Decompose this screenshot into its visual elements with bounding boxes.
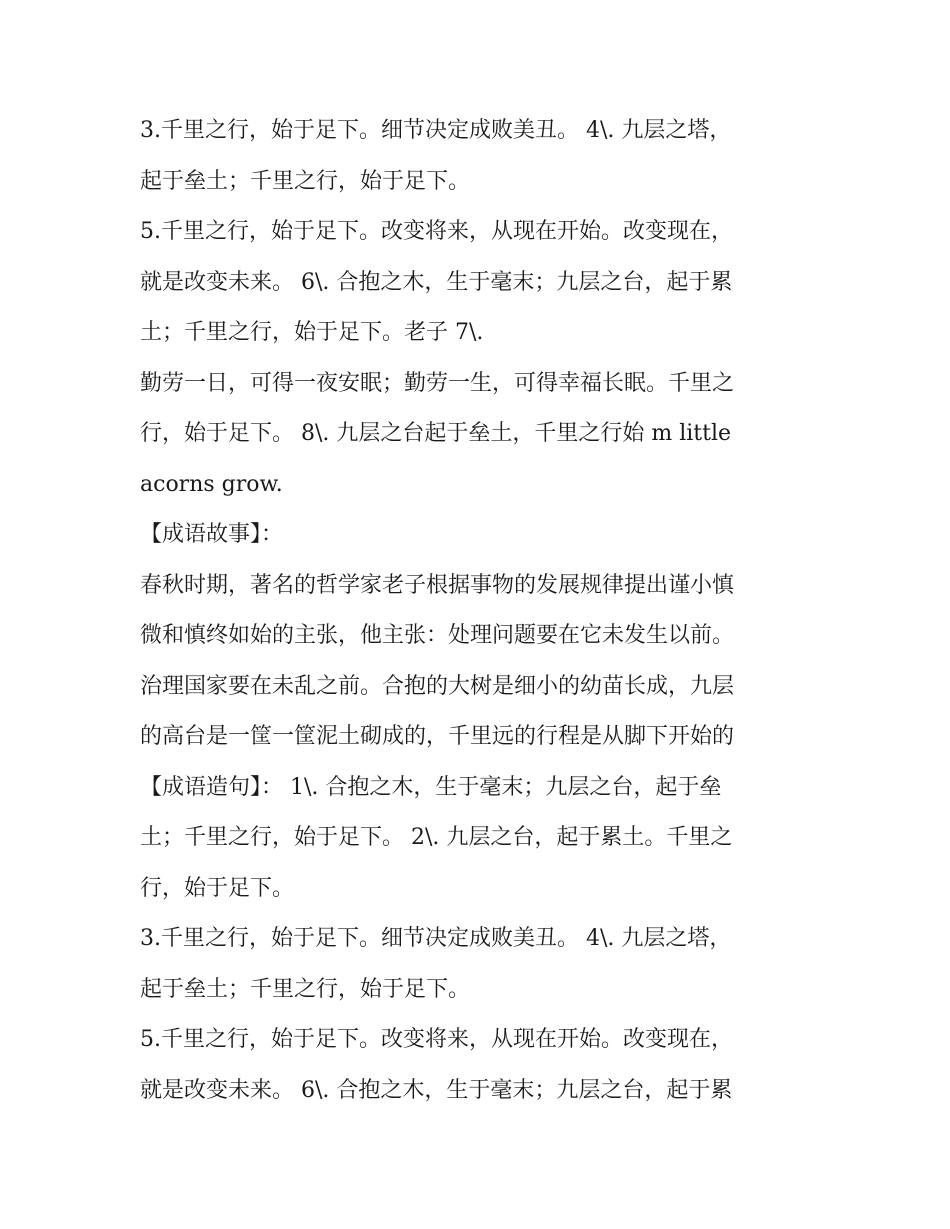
paragraph-idiom-story: [140, 561, 820, 763]
text-line: 微和慎终如始的主张，他主张：处理问题要在它未发生以前。: [140, 623, 735, 648]
paragraph-idiom-examples-3-4: [140, 106, 820, 207]
text-line: 行，始于足下。 8\. 九层之台起于垒土，千里之行始 m little: [140, 421, 732, 446]
text-line: 春秋时期，著名的哲学家老子根据事物的发展规律提出谨小慎: [140, 572, 735, 598]
text-line: 土；千里之行，始于足下。 2\. 九层之台，起于累土。千里之: [140, 825, 733, 850]
text-line: 就是改变未来。 6\. 合抱之木，生于毫末；九层之台，起于累: [140, 1077, 733, 1103]
text-line: 起于垒土；千里之行，始于足下。: [140, 168, 471, 194]
text-line: 3.千里之行，始于足下。细节决定成败美丑。 4\. 九层之塔，: [140, 926, 732, 951]
text-line: 行，始于足下。: [140, 875, 295, 901]
text-line: 3.千里之行，始于足下。细节决定成败美丑。 4\. 九层之塔，: [140, 118, 732, 143]
section-heading: 【成语故事】：: [140, 522, 284, 547]
text-line: 就是改变未来。 6\. 合抱之木，生于毫末；九层之台，起于累: [140, 269, 733, 295]
paragraph-idiom-examples-3-4-repeat: [140, 914, 820, 1015]
paragraph-idiom-examples-5-7: [140, 207, 820, 359]
paragraph-idiom-sentences: [140, 763, 820, 915]
text-line: 的高台是一筐一筐泥土砌成的，千里远的行程是从脚下开始的: [140, 724, 735, 749]
text-line: 土；千里之行，始于足下。老子 7\.: [140, 320, 484, 345]
text-line: 【成语造句】： 1\. 合抱之木，生于毫末；九层之台，起于垒: [140, 774, 722, 800]
text-line: 治理国家要在未乱之前。合抱的大树是细小的幼苗长成，九层: [140, 673, 735, 699]
text-line: 5.千里之行，始于足下。改变将来，从现在开始。改变现在，: [140, 1027, 733, 1052]
paragraph-idiom-examples-5-6-repeat: [140, 1015, 820, 1116]
text-line: 勤劳一日，可得一夜安眠；勤劳一生，可得幸福长眠。千里之: [140, 370, 735, 396]
text-line: 起于垒土；千里之行，始于足下。: [140, 976, 471, 1002]
document-body: [140, 106, 820, 1116]
section-heading-idiom-story: [140, 510, 820, 561]
text-line: acorns grow.: [140, 471, 283, 497]
text-line: 5.千里之行，始于足下。改变将来，从现在开始。改变现在，: [140, 219, 733, 244]
paragraph-idiom-examples-7-8: [140, 359, 820, 511]
